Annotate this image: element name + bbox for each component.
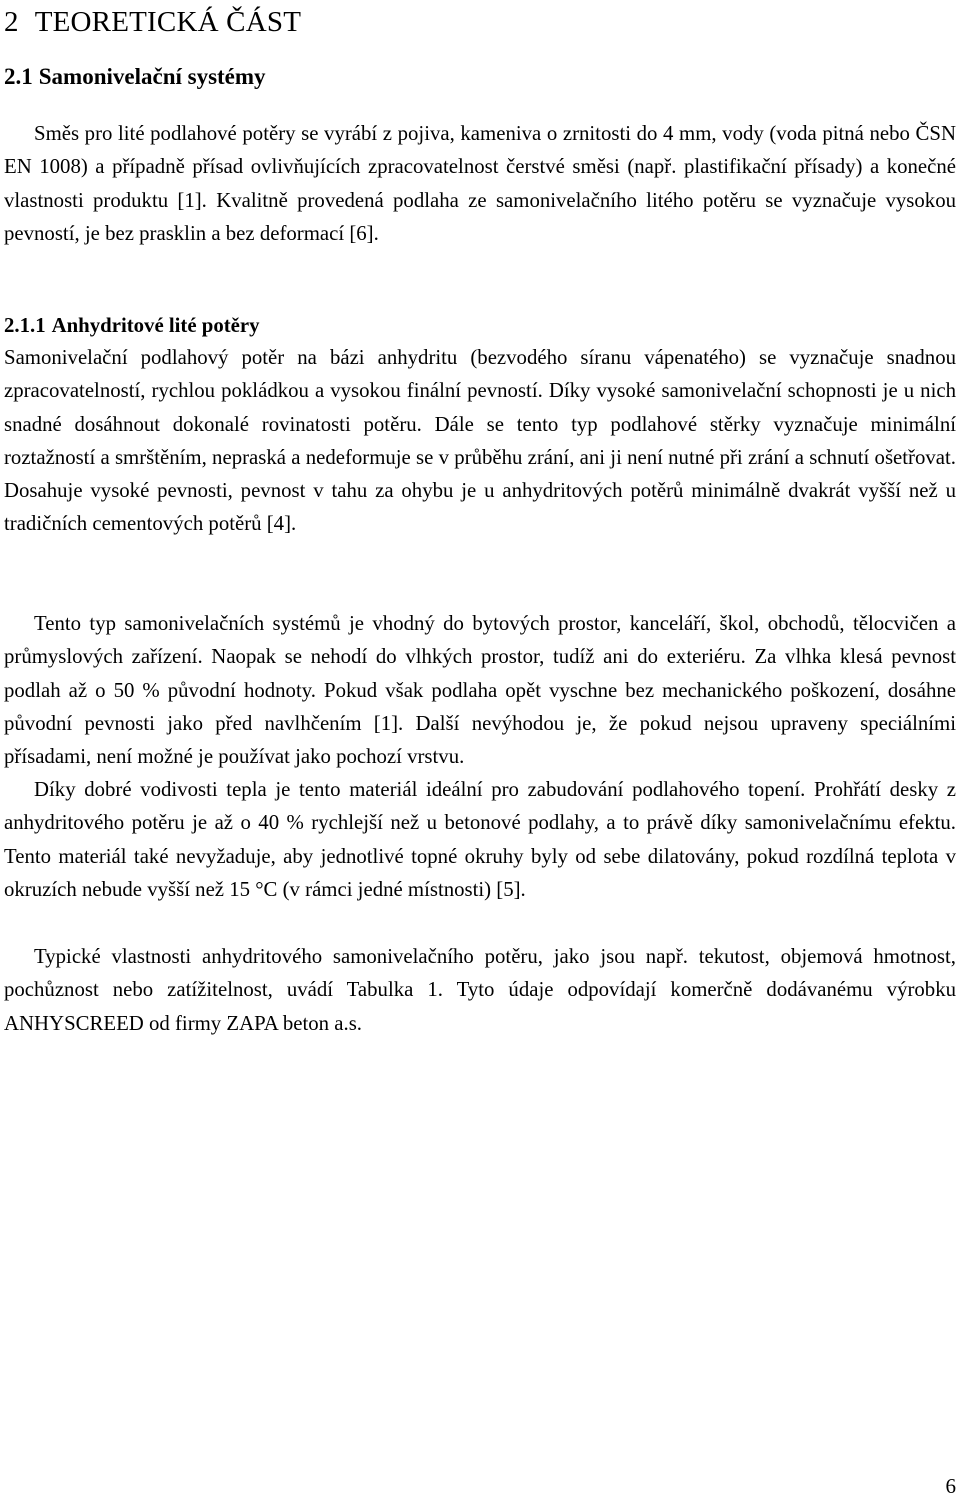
chapter-number: 2	[4, 6, 19, 38]
section-title: Samonivelační systémy	[38, 64, 266, 89]
paragraph-intro: Směs pro lité podlahové potěry se vyrábí z pojiva, kameniva o zrnitosti do 4 mm, vody (voda pitná nebo ČSN EN 1008) a případně přísad ovlivňujících zpracovatelnost čerstvé směsi (např. plastifikační přísady) a konečné vlastnosti produktu [1]. Kvalitně provedená podlaha ze samonivelačního litého potěru se vyznačuje vysokou pevností, je bez prasklin a bez deformací [6].	[4, 122, 956, 245]
subsection-number: 2.1.1	[4, 314, 46, 337]
section-heading	[4, 64, 266, 90]
section-number: 2.1	[4, 64, 33, 89]
document-page	[4, 0, 956, 1035]
subsection-heading	[4, 309, 260, 342]
subsection-title: Anhydritové lité potěry	[51, 314, 260, 337]
page-number: 6	[945, 1474, 956, 1498]
chapter-title: TEORETICKÁ ČÁST	[34, 6, 302, 38]
paragraph-heating: Díky dobré vodivosti tepla je tento materiál ideální pro zabudování podlahového topení. Prohřátí desky z anhydritového potěru je až o 40 % rychlejší než u betonové podlahy, a to právě díky samonivelačnímu efektu. Tento materiál také nevyžaduje, aby jednotlivé topné okruhy byly od sebe dilatovány, pokud rozdílná teplota v okruzích nebude vyšší než 15 °C (v rámci jedné místnosti) [5].	[4, 778, 956, 901]
chapter-heading	[4, 0, 956, 42]
paragraph-usage: Tento typ samonivelačních systémů je vhodný do bytových prostor, kanceláří, škol, obchodů, tělocvičen a průmyslových zařízení. Naopak se nehodí do vlhkých prostor, tudíž ani do exteriéru. Za vlhka klesá pevnost podlah až o 50 % původní hodnoty. Pokud však podlaha opět vyschne bez mechanického poškození, dosáhne původní pevnosti jako před navlhčením [1]. Další nevýhodou je, že pokud nejsou upraveny speciálními přísadami, není možné je používat jako pochozí vrstvu.	[4, 612, 956, 769]
paragraph-typical-properties: Typické vlastnosti anhydritového samonivelačního potěru, jako jsou např. tekutost, objemová hmotnost, pochůznost nebo zatížitelnost, uvádí Tabulka 1. Tyto údaje odpovídají komerčně dodávanému výrobku ANHYSCREED od firmy ZAPA beton a.s.	[4, 945, 956, 1035]
paragraph-anhydrite-properties: Samonivelační podlahový potěr na bázi anhydritu (bezvodého síranu vápenatého) se vyznačuje snadnou zpracovatelností, rychlou pokládkou a vysokou finální pevností. Díky vysoké samonivelační schopnosti je u nich snadné dosáhnout dokonalé rovinatosti potěru. Dále se tento typ podlahové stěrky vyznačuje minimální roztažností a smrštěním, nepraská a nedeformuje se v průběhu zrání, ani ji není nutné při zrání a schnutí ošetřovat. Dosahuje vysoké pevnosti, pevnost v tahu za ohybu je u anhydritových potěrů minimálně dvakrát vyšší než u tradičních cementových potěrů [4].	[4, 346, 956, 536]
